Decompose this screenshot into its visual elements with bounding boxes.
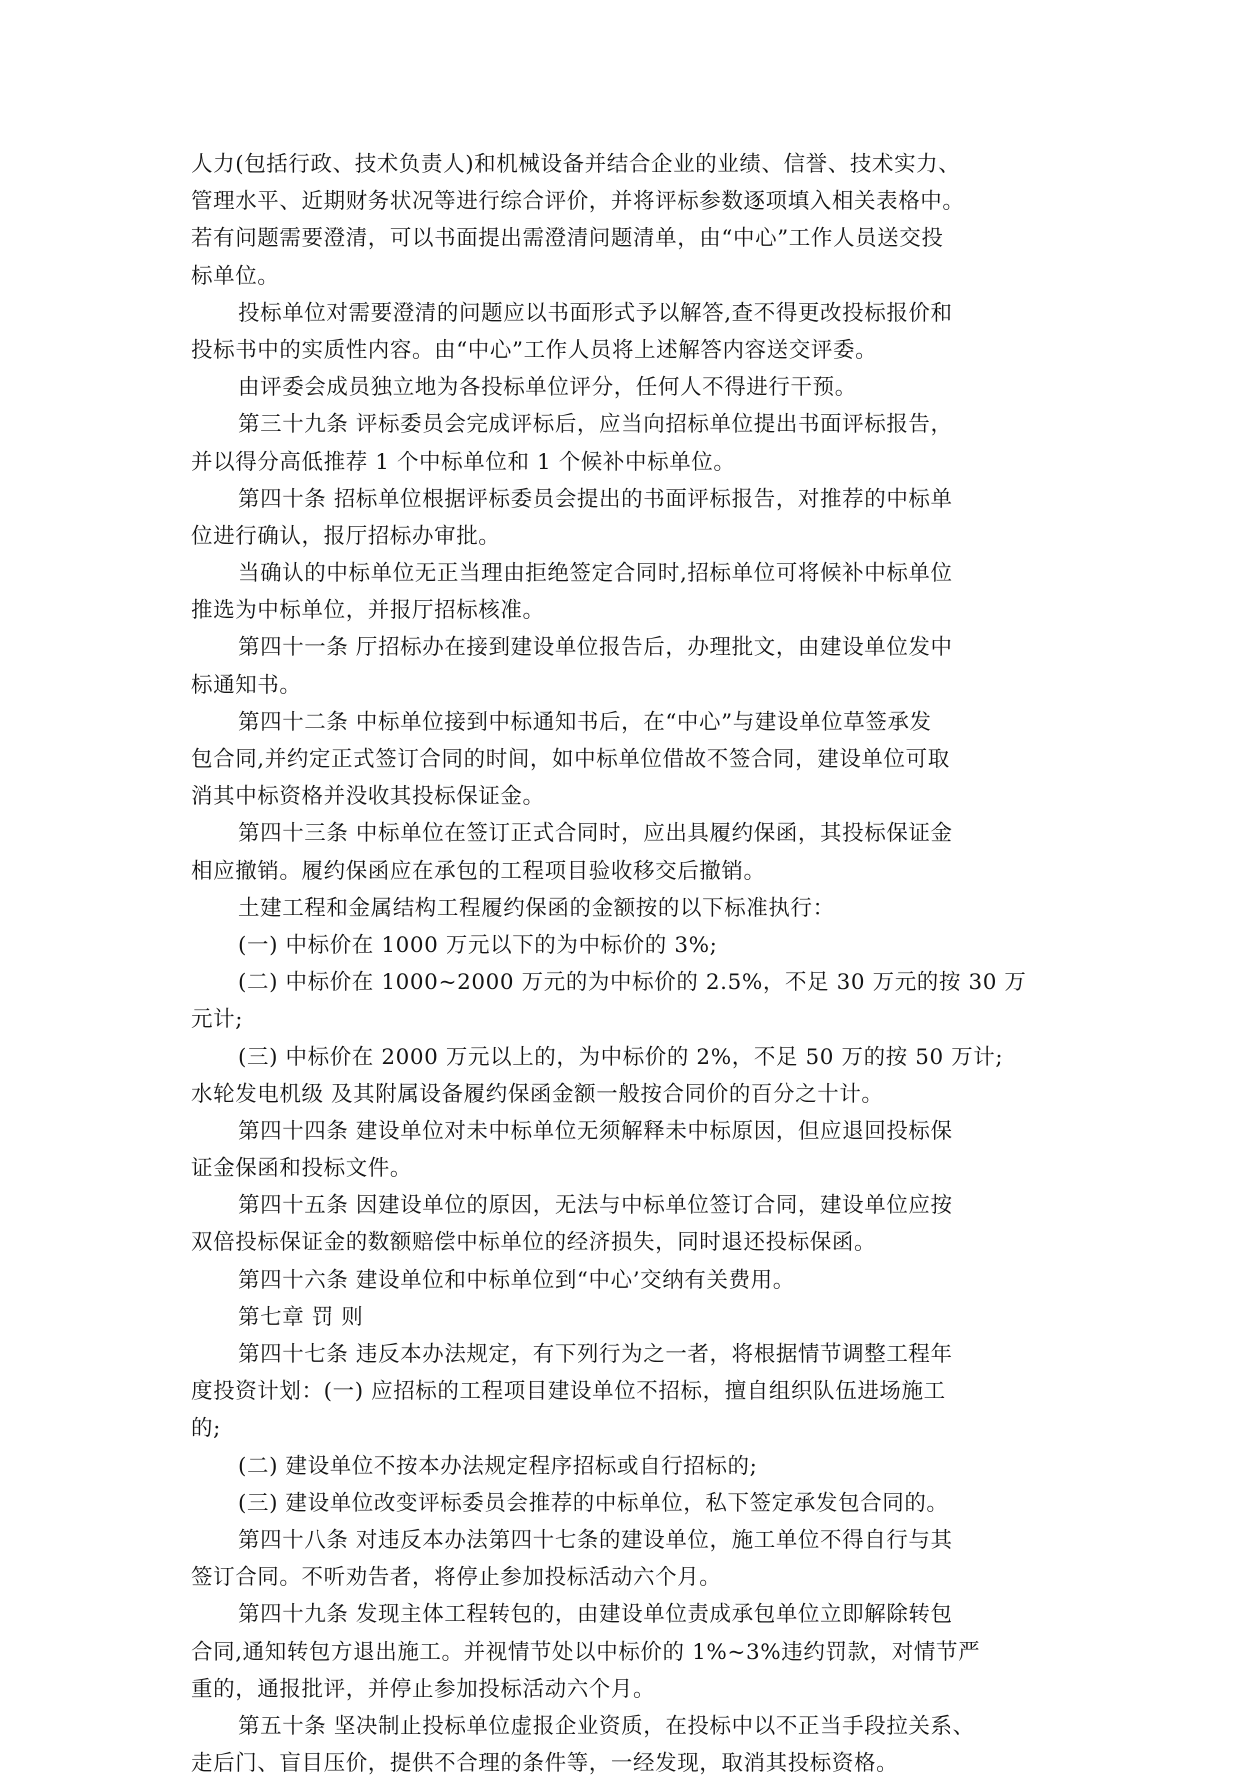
- text-line: 第四十一条 厅招标办在接到建设单位报告后，办理批文，由建设单位发中: [238, 635, 953, 661]
- text-line: 若有问题需要澄清，可以书面提出需澄清问题清单，由“中心”工作人员送交投: [191, 226, 944, 252]
- text-line: 土建工程和金属结构工程履约保函的金额按的以下标准执行：: [238, 895, 835, 921]
- text-line: 当确认的中标单位无正当理由拒绝签定合同时,招标单位可将候补中标单位: [238, 561, 953, 587]
- text-line: 第七章 罚 则: [238, 1304, 364, 1330]
- text-line: 第四十九条 发现主体工程转包的，由建设单位责成承包单位立即解除转包: [238, 1602, 953, 1628]
- text-line: 第四十条 招标单位根据评标委员会提出的书面评标报告，对推荐的中标单: [238, 486, 953, 512]
- text-line: 双倍投标保证金的数额赔偿中标单位的经济损失，同时退还投标保函。: [191, 1230, 877, 1256]
- text-line: 元计;: [191, 1007, 244, 1033]
- text-line: 第四十八条 对违反本办法第四十七条的建设单位，施工单位不得自行与其: [238, 1527, 953, 1553]
- text-line: 标通知书。: [191, 672, 302, 698]
- text-line: 合同,通知转包方退出施工。并视情节处以中标价的 1%~3%违约罚款，对情节严: [191, 1639, 981, 1665]
- text-line: 重的，通报批评，并停止参加投标活动六个月。: [191, 1676, 656, 1702]
- text-line: 第四十三条 中标单位在签订正式合同时，应出具履约保函，其投标保证金: [238, 821, 953, 847]
- text-line: 证金保函和投标文件。: [191, 1156, 413, 1182]
- text-line: 由评委会成员独立地为各投标单位评分，任何人不得进行干预。: [238, 375, 857, 401]
- text-line: 投标单位对需要澄清的问题应以书面形式予以解答,查不得更改投标报价和: [238, 300, 953, 326]
- text-line: 第四十四条 建设单位对未中标单位无须解释未中标原因，但应退回投标保: [238, 1118, 953, 1144]
- text-line: (三) 建设单位改变评标委员会推荐的中标单位，私下签定承发包合同的。: [238, 1490, 949, 1516]
- text-line: 位进行确认，报厅招标办审批。: [191, 523, 501, 549]
- text-line: 推选为中标单位，并报厅招标核准。: [191, 598, 545, 624]
- text-line: 第四十二条 中标单位接到中标通知书后，在“中心”与建设单位草签承发: [238, 709, 932, 735]
- text-line: (二) 中标价在 1000~2000 万元的为中标价的 2.5%，不足 30 万元的按 30 万: [238, 970, 1027, 996]
- text-line: (一) 中标价在 1000 万元以下的为中标价的 3%;: [238, 932, 718, 958]
- text-line: 水轮发电机级 及其附属设备履约保函金额一般按合同价的百分之十计。: [191, 1081, 884, 1107]
- text-line: (三) 中标价在 2000 万元以上的，为中标价的 2%，不足 50 万的按 50 万计;: [238, 1044, 1004, 1070]
- text-line: 标单位。: [191, 263, 280, 289]
- text-line: 第四十七条 违反本办法规定，有下列行为之一者，将根据情节调整工程年: [238, 1342, 953, 1367]
- text-line: 第三十九条 评标委员会完成评标后，应当向招标单位提出书面评标报告，: [238, 412, 953, 438]
- document-body: [191, 146, 1067, 1782]
- text-line: (二) 建设单位不按本办法规定程序招标或自行招标的;: [238, 1453, 758, 1479]
- text-line: 消其中标资格并没收其投标保证金。: [191, 784, 545, 810]
- text-line: 度投资计划：(一) 应招标的工程项目建设单位不招标，擅自组织队伍进场施工: [191, 1379, 946, 1405]
- text-line: 并以得分高低推荐 1 个中标单位和 1 个候补中标单位。: [191, 449, 736, 475]
- text-line: 投标书中的实质性内容。由“中心”工作人员将上述解答内容送交评委。: [191, 337, 878, 363]
- text-line: 相应撤销。履约保函应在承包的工程项目验收移交后撤销。: [191, 858, 766, 884]
- text-line: 人力(包括行政、技术负责人)和机械设备并结合企业的业绩、信誉、技术实力、: [191, 152, 961, 177]
- text-line: 签订合同。不听劝告者，将停止参加投标活动六个月。: [191, 1565, 722, 1591]
- text-line: 第四十五条 因建设单位的原因，无法与中标单位签订合同，建设单位应按: [238, 1193, 953, 1219]
- text-line: 的;: [191, 1416, 221, 1442]
- text-line: 包合同,并约定正式签订合同的时间，如中标单位借故不签合同，建设单位可取: [191, 747, 950, 772]
- text-line: 第四十六条 建设单位和中标单位到“中心’交纳有关费用。: [238, 1267, 795, 1293]
- text-line: 走后门、盲目压价，提供不合理的条件等，一经发现，取消其投标资格。: [191, 1751, 899, 1777]
- text-line: 第五十条 坚决制止投标单位虚报企业资质，在投标中以不正当手段拉关系、: [238, 1713, 975, 1739]
- text-line: 管理水平、近期财务状况等进行综合评价，并将评标参数逐项填入相关表格中。: [191, 189, 965, 215]
